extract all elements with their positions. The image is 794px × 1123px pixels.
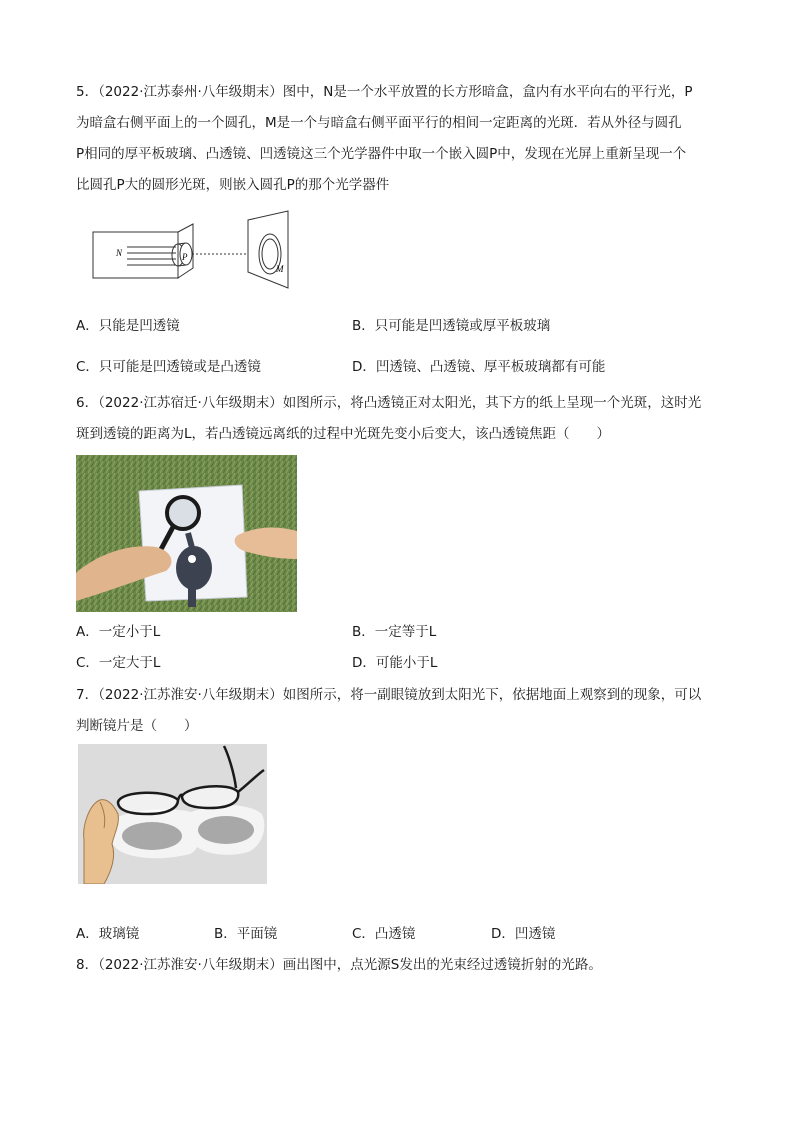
dark-box-diagram <box>90 210 295 290</box>
right-lens <box>182 786 238 808</box>
question-5-option-c[interactable]: C．只可能是凹透镜或是凸透镜 <box>76 359 261 375</box>
question-7-line-2: 判断镜片是（ ） <box>76 718 198 734</box>
question-7-option-b[interactable]: B．平面镜 <box>214 926 278 942</box>
magnifier-photo <box>76 455 297 612</box>
label-m: M <box>276 264 284 274</box>
question-5-line-2: 为暗盒右侧平面上的一个圆孔，M是一个与暗盒右侧平面平行的相间一定距离的光斑．若从外径与圆孔 <box>76 115 682 131</box>
question-5-option-d[interactable]: D．凹透镜、凸透镜、厚平板玻璃都有可能 <box>352 359 606 375</box>
question-5-line-4: 比圆孔P大的圆形光斑，则嵌入圆孔P的那个光学器件 <box>76 177 390 193</box>
question-6-option-b[interactable]: B．一定等于L <box>352 624 437 640</box>
question-5-line-1: 5．（2022·江苏泰州·八年级期末）图中，N是一个水平放置的长方形暗盒，盒内有水平向右的平行光，P <box>76 84 693 100</box>
question-7-option-c[interactable]: C．凸透镜 <box>352 926 416 942</box>
screen-m <box>248 211 288 288</box>
question-5-option-b[interactable]: B．只可能是凹透镜或厚平板玻璃 <box>352 318 551 334</box>
magnifier-lens <box>167 497 199 529</box>
question-8-line-1: 8．（2022·江苏淮安·八年级期末）画出图中，点光源S发出的光束经过透镜折射的光路。 <box>76 957 602 973</box>
question-7-option-a[interactable]: A．玻璃镜 <box>76 926 140 942</box>
question-6-option-a[interactable]: A．一定小于L <box>76 624 161 640</box>
left-lens <box>118 793 178 814</box>
label-n: N <box>116 248 123 258</box>
glasses-figure <box>78 744 267 884</box>
left-lens-shadow <box>122 822 182 850</box>
lens-shadow <box>176 546 212 590</box>
light-spot <box>188 555 196 563</box>
question-6-line-2: 斑到透镜的距离为L，若凸透镜远离纸的过程中光斑先变小后变大，该凸透镜焦距（ ） <box>76 426 611 442</box>
question-6-option-c[interactable]: C．一定大于L <box>76 655 161 671</box>
question-7-option-d[interactable]: D．凹透镜 <box>491 926 556 942</box>
question-5-line-3: P相同的厚平板玻璃、凸透镜、凹透镜这三个光学器件中取一个嵌入圆P中，发现在光屏上重新呈现一个 <box>76 146 687 162</box>
question-6-option-d[interactable]: D．可能小于L <box>352 655 438 671</box>
question-7-line-1: 7．（2022·江苏淮安·八年级期末）如图所示，将一副眼镜放到太阳光下，依据地面上观察到的现象，可以 <box>76 687 702 703</box>
dark-box-n <box>93 232 178 278</box>
label-p: P <box>182 252 188 262</box>
right-lens-shadow <box>198 816 254 844</box>
question-5-option-a[interactable]: A．只能是凹透镜 <box>76 318 180 334</box>
question-6-line-1: 6．（2022·江苏宿迁·八年级期末）如图所示，将凸透镜正对太阳光，其下方的纸上呈现一个光斑，这时光 <box>76 395 702 411</box>
